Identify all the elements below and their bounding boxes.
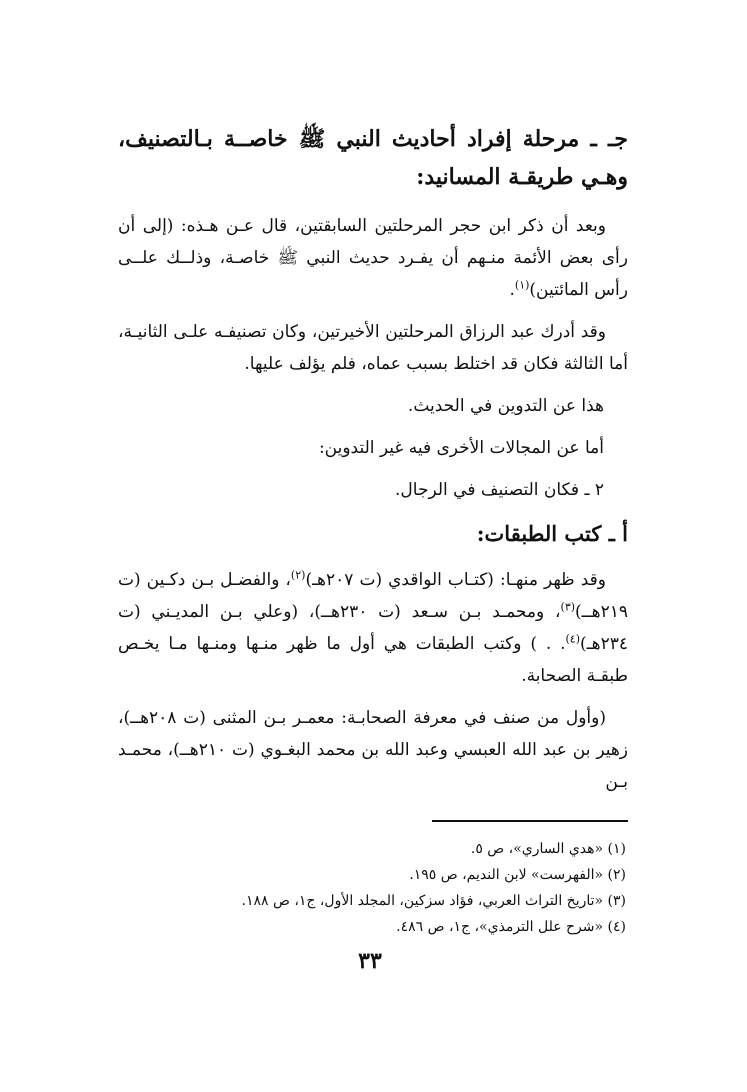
main-text — [118, 120, 628, 808]
footnote-3: (٣) «تاريخ التراث العربي، فؤاد سزكين، المجلد الأول، ج١، ص ١٨٨. — [241, 893, 626, 909]
footnote-4: (٤) «شرح علل الترمذي»، ج١، ص ٤٨٦. — [396, 919, 626, 935]
paragraph-text: ، والفضـل بـن دكـين (ت ٢١٩هــ) — [118, 570, 628, 622]
footnote-divider — [432, 820, 628, 822]
footnote-2: (٢) «الفهرست» لابن النديم، ص ١٩٥. — [409, 867, 626, 883]
subheading-tabaqat: أ ـ كتب الطبقات: — [476, 521, 628, 546]
line-tadwin-hadith: هذا عن التدوين في الحديث. — [407, 396, 604, 416]
paragraph-text: وبعد أن ذكر ابن حجر المرحلتين السابقتين، قال عـن هـذه: (إلى أن رأى بعض الأئمة منـهم أن يفـرد حديث النبي ﷺ خاصـة، وذلــك علــى رأس المائتين) — [118, 216, 628, 300]
paragraph-ibn-hajar — [118, 210, 628, 306]
paragraph-tabaqat — [118, 564, 628, 692]
paragraph-text: ، ومحمـد بـن سـعد (ت ٢٣٠هــ)، (وعلي بـن المديـني (ت ٢٣٤هـ) — [118, 602, 628, 654]
footnote-ref: (٣) — [560, 600, 576, 614]
paragraph-text: وقد ظهر منهـا: (كتـاب الواقدي (ت ٢٠٧هـ) — [305, 570, 606, 590]
paragraph-end: . — [509, 280, 515, 300]
line-other-fields: أما عن المجالات الأخرى فيه غير التدوين: — [318, 438, 604, 458]
paragraph-sahaba: (وأول من صنف في معرفة الصحابـة: معمـر بـن المثنى (ت ٢٠٨هــ)، زهير بن عبد الله العبسي وعبد الله بن محمد البغـوي (ت ٢١٠هــ)، محمـد بـن — [118, 708, 628, 792]
footnote-ref: (٢) — [290, 568, 306, 582]
line-rijal: ٢ ـ فكان التصنيف في الرجال. — [395, 480, 604, 500]
footnote-1: (١) «هدي الساري»، ص ٥. — [470, 841, 626, 857]
page-number: ٣٣ — [358, 948, 382, 974]
footnotes — [118, 836, 628, 940]
paragraph-text: . . ) وكتب الطبقات هي أول ما ظهر منـها ومنـها مـا يخـص طبقـة الصحابة. — [118, 634, 628, 686]
footnote-ref: (٤) — [565, 632, 581, 646]
paragraph-abd-al-razzaq: وقد أدرك عبد الرزاق المرحلتين الأخيرتين، وكان تصنيفـه علـى الثانيـة، أما الثالثة فكان قد اختلط بسبب عماه، فلم يؤلف عليها. — [118, 322, 628, 374]
section-heading: جـ ـ مرحلة إفراد أحاديث النبي ﷺ خاصــة بـالتصنيف، وهـي طريقـة المسانيد: — [118, 126, 628, 190]
footnote-ref: (١) — [514, 278, 530, 292]
